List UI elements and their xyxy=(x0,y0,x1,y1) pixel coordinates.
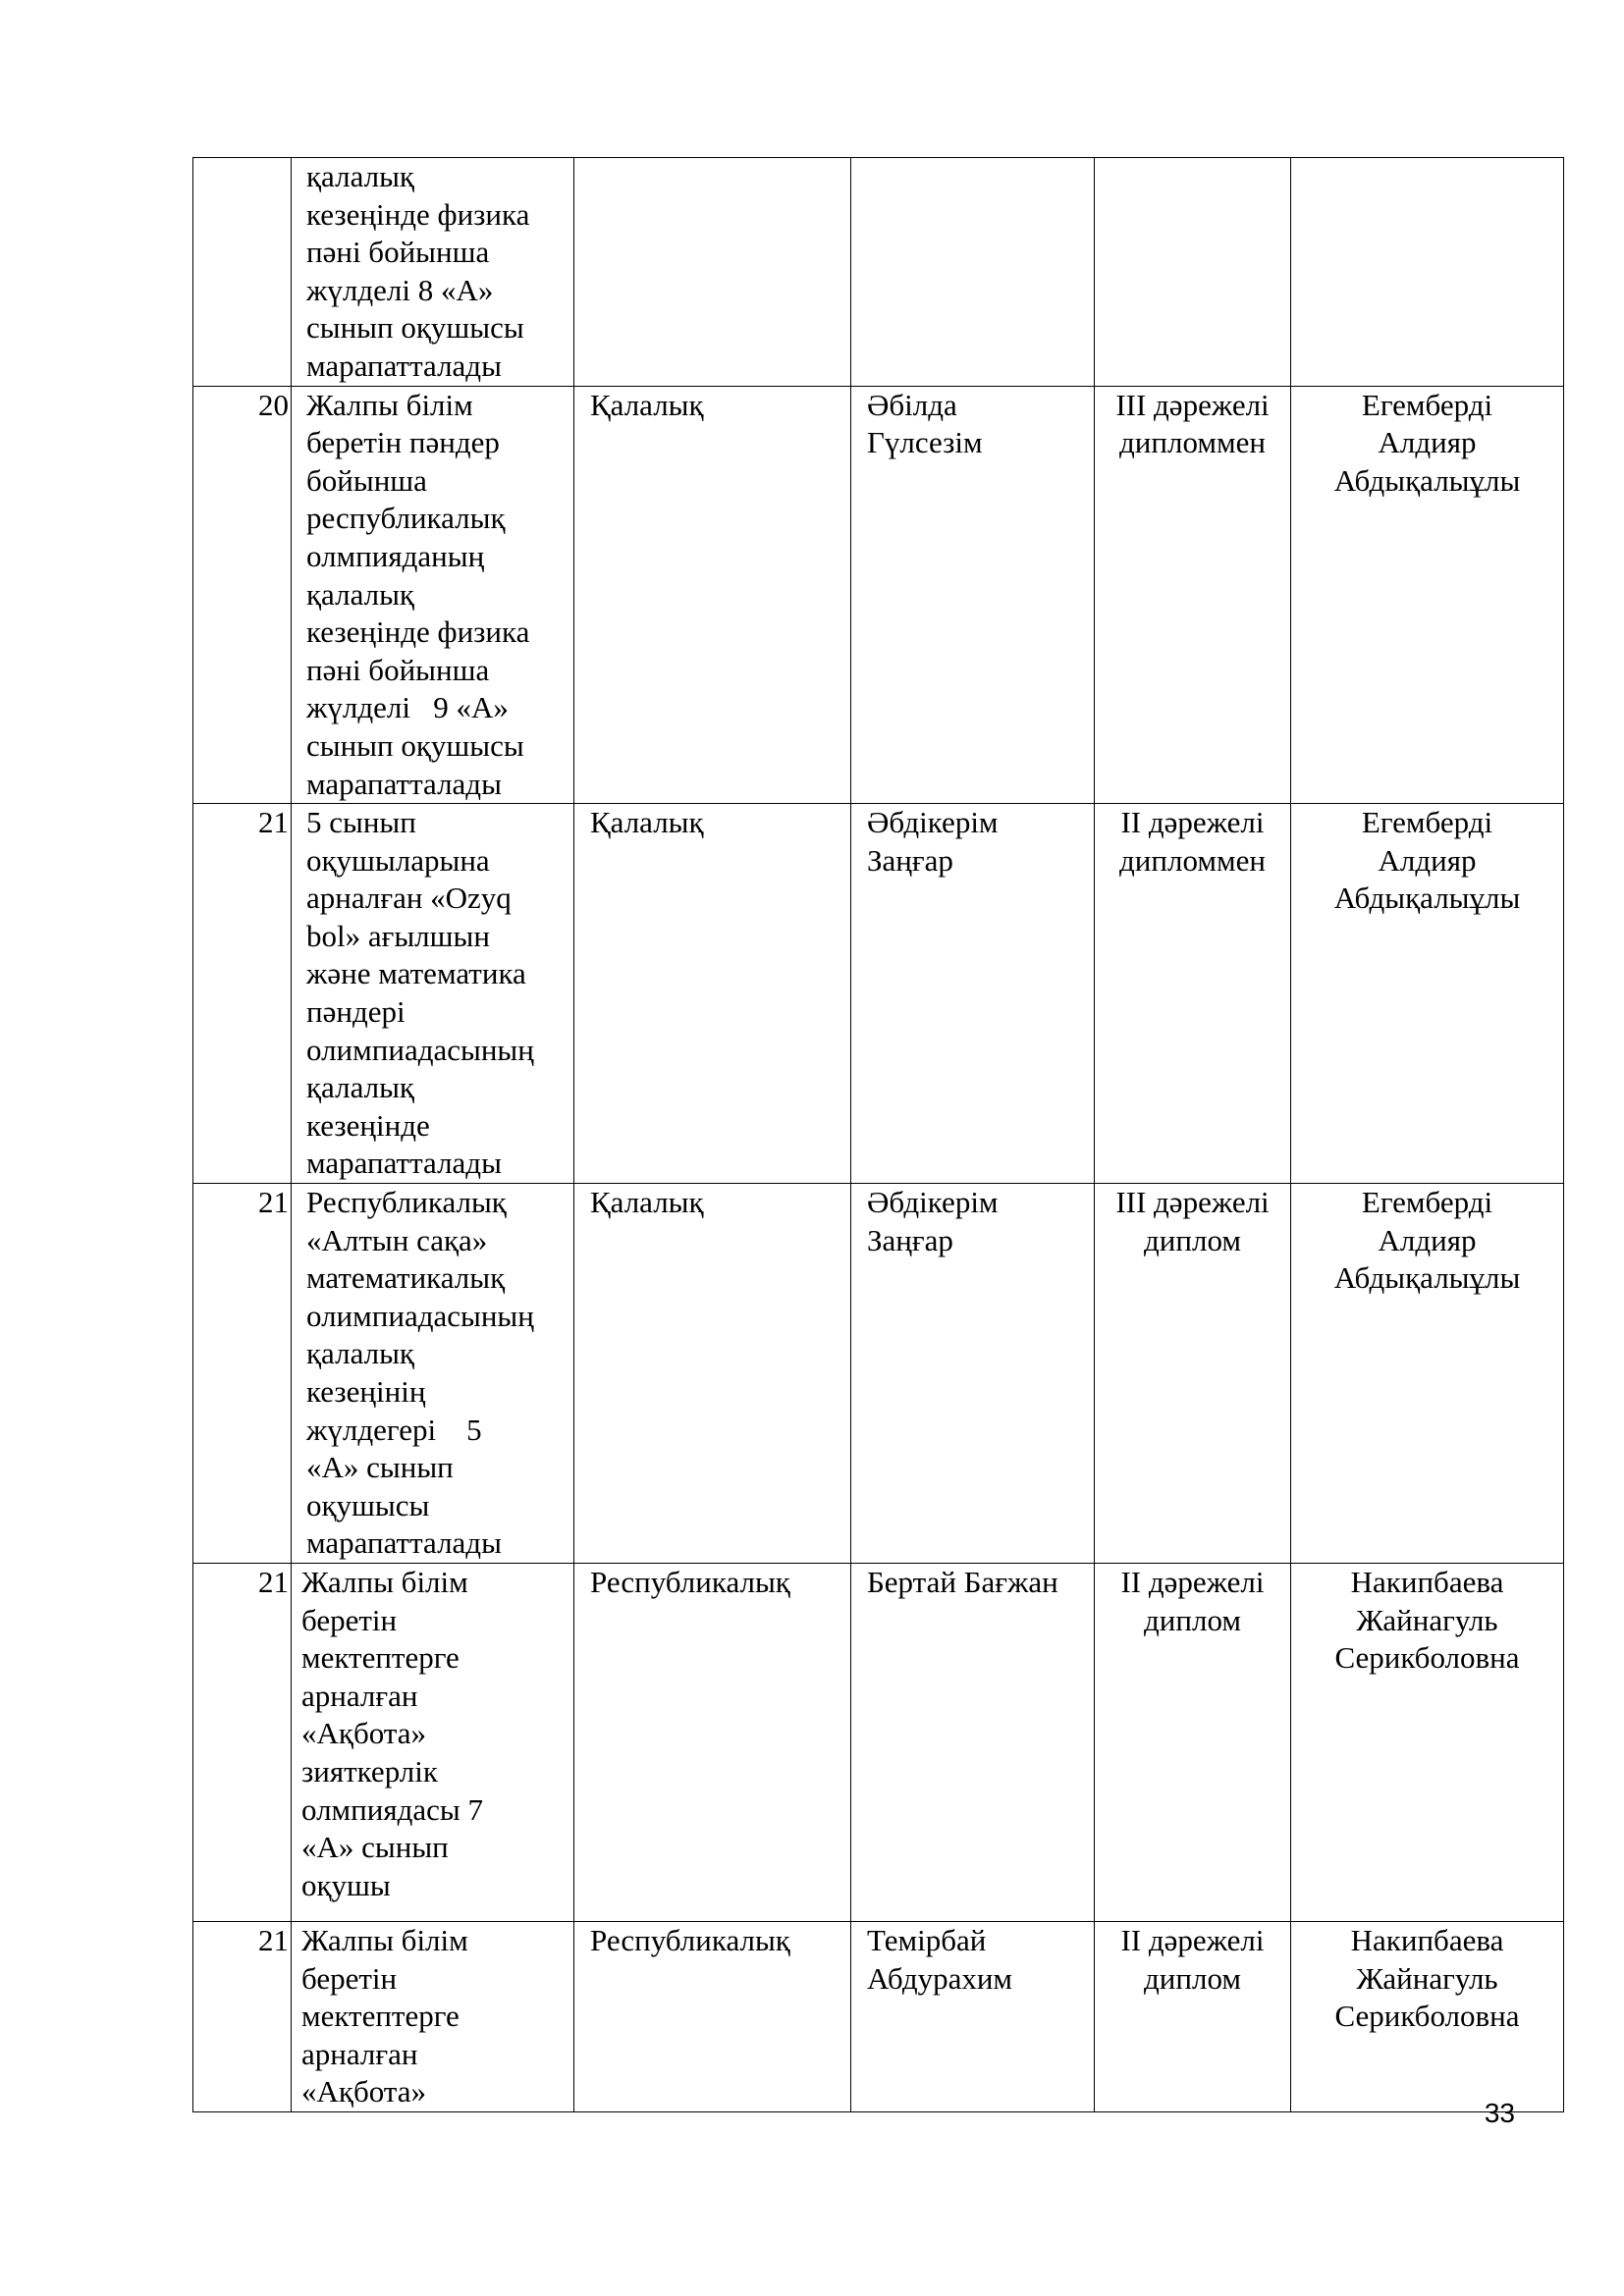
degree-line: диплом xyxy=(1144,1960,1241,1996)
teacher-name-line: Накипбаева xyxy=(1350,1922,1504,1957)
event-line: олмпияданың xyxy=(306,538,485,573)
degree-cell xyxy=(1095,386,1291,804)
row-number-cell xyxy=(193,158,292,387)
event-line: кезеңінде физика xyxy=(306,614,530,650)
event-line: олимпиадасының xyxy=(306,1032,534,1067)
row-number-cell xyxy=(193,1921,292,2111)
event-line: пәндері xyxy=(306,994,406,1030)
teacher-cell xyxy=(1291,804,1564,1184)
awards-table-body xyxy=(193,158,1564,2112)
teacher-name-line: Серикболовна xyxy=(1334,1640,1520,1676)
level-text: Қалалық xyxy=(590,805,704,840)
event-line: «Ақбота» xyxy=(301,2074,426,2109)
degree-cell xyxy=(1095,804,1291,1184)
event-line: пәні бойынша xyxy=(306,235,490,270)
event-line: оқушысы xyxy=(306,1487,430,1522)
event-line: «Алтын сақа» xyxy=(306,1222,488,1257)
event-line: марапатталады xyxy=(306,1525,502,1561)
event-line: пәні бойынша xyxy=(306,652,490,687)
level-cell xyxy=(574,1921,851,2111)
table-row xyxy=(193,804,1564,1184)
event-line: марапатталады xyxy=(306,1146,502,1181)
level-text: Қалалық xyxy=(590,1185,704,1220)
event-line: мектептерге xyxy=(301,1999,460,2034)
degree-cell xyxy=(1095,1921,1291,2111)
awards-table xyxy=(192,157,1564,2112)
event-line: олмпиядасы 7 xyxy=(301,1791,483,1827)
event-cell xyxy=(292,1184,574,1564)
level-text: Республикалық xyxy=(590,1564,790,1599)
event-line: арналған «Ozyq xyxy=(306,881,512,916)
event-line: кезеңінің xyxy=(306,1374,426,1409)
level-cell xyxy=(574,386,851,804)
event-line: оқушыларына xyxy=(306,842,490,878)
event-line: сынып оқушысы xyxy=(306,310,524,346)
teacher-name-line: Алдияр xyxy=(1378,842,1477,878)
degree-line: ІІ дәрежелі xyxy=(1120,1922,1265,1957)
event-line: және математика xyxy=(306,956,526,991)
student-cell xyxy=(851,1921,1095,2111)
event-cell xyxy=(292,1921,574,2111)
event-line: математикалық xyxy=(306,1260,506,1296)
level-cell xyxy=(574,158,851,387)
event-line: «Ақбота» xyxy=(301,1716,426,1751)
degree-line: дипломмен xyxy=(1119,842,1266,878)
table-row xyxy=(193,158,1564,387)
row-number: 21 xyxy=(258,805,289,840)
degree-line: ІІІ дәрежелі xyxy=(1115,1185,1270,1220)
row-number: 21 xyxy=(258,1185,289,1220)
student-name-line: Заңғар xyxy=(867,1222,953,1257)
degree-line: диплом xyxy=(1144,1602,1241,1637)
degree-line: дипломмен xyxy=(1119,425,1266,460)
row-number-cell xyxy=(193,1563,292,1921)
event-line: Жалпы білім xyxy=(306,387,473,422)
event-cell xyxy=(292,1563,574,1921)
event-line: бойынша xyxy=(306,462,427,498)
degree-line: диплом xyxy=(1144,1222,1241,1257)
event-line: «А» сынып xyxy=(306,1450,454,1485)
event-line: Жалпы білім xyxy=(301,1564,468,1599)
student-cell xyxy=(851,1184,1095,1564)
student-cell xyxy=(851,804,1095,1184)
event-line: кезеңінде xyxy=(306,1107,430,1143)
degree-cell xyxy=(1095,158,1291,387)
row-number: 21 xyxy=(258,1922,289,1957)
degree-line: ІІІ дәрежелі xyxy=(1115,387,1270,422)
event-line: Жалпы білім xyxy=(301,1922,468,1957)
teacher-cell xyxy=(1291,1563,1564,1921)
event-line: Республикалық xyxy=(306,1185,507,1220)
table-row xyxy=(193,386,1564,804)
teacher-name-line: Жайнагуль xyxy=(1356,1602,1498,1637)
row-number-cell xyxy=(193,804,292,1184)
event-line: қалалық xyxy=(306,1070,414,1105)
event-line: жүлдегері 5 xyxy=(306,1412,482,1447)
event-line: оқушы xyxy=(301,1867,391,1902)
student-name-line: Бертай Бағжан xyxy=(867,1564,1058,1599)
row-number-cell xyxy=(193,1184,292,1564)
level-cell xyxy=(574,1563,851,1921)
event-line: жүлделі 9 «А» xyxy=(306,690,509,725)
event-cell xyxy=(292,804,574,1184)
teacher-cell xyxy=(1291,158,1564,387)
event-line: марапатталады xyxy=(306,347,502,383)
teacher-name-line: Егемберді xyxy=(1361,387,1493,422)
degree-line: ІІ дәрежелі xyxy=(1120,805,1265,840)
event-line: «А» сынып xyxy=(301,1830,449,1865)
event-line: арналған xyxy=(301,1678,418,1713)
event-line: мектептерге xyxy=(301,1640,460,1676)
teacher-name-line: Абдықалыұлы xyxy=(1333,462,1521,498)
degree-cell xyxy=(1095,1563,1291,1921)
student-name-line: Темірбай xyxy=(867,1922,987,1957)
teacher-name-line: Абдықалыұлы xyxy=(1333,1260,1521,1296)
event-line: арналған xyxy=(301,2036,418,2071)
table-row xyxy=(193,1184,1564,1564)
row-number: 21 xyxy=(258,1564,289,1599)
level-text: Қалалық xyxy=(590,387,704,422)
event-line: 5 сынып xyxy=(306,805,416,840)
teacher-name-line: Серикболовна xyxy=(1334,1999,1520,2034)
table-row xyxy=(193,1921,1564,2111)
event-line: қалалық xyxy=(306,159,414,193)
event-line: зияткерлік xyxy=(301,1753,438,1789)
event-line: марапатталады xyxy=(306,766,502,801)
student-name-line: Гүлсезім xyxy=(867,425,983,460)
teacher-cell xyxy=(1291,386,1564,804)
teacher-name-line: Накипбаева xyxy=(1350,1564,1504,1599)
level-cell xyxy=(574,1184,851,1564)
event-line: қалалық xyxy=(306,576,414,612)
student-name-line: Әбдікерім xyxy=(867,805,999,840)
page-number: 33 xyxy=(1484,2098,1515,2128)
student-cell xyxy=(851,158,1095,387)
level-text: Республикалық xyxy=(590,1922,790,1957)
event-line: беретін пәндер xyxy=(306,425,500,460)
teacher-name-line: Абдықалыұлы xyxy=(1333,881,1521,916)
teacher-cell xyxy=(1291,1184,1564,1564)
event-line: bol» ағылшын xyxy=(306,918,490,953)
event-line: республикалық xyxy=(306,501,506,536)
table-row xyxy=(193,1563,1564,1921)
student-name-line: Әбілда xyxy=(867,387,957,422)
teacher-name-line: Алдияр xyxy=(1378,425,1477,460)
row-number-cell xyxy=(193,386,292,804)
row-number: 20 xyxy=(258,387,289,422)
event-line: кезеңінде физика xyxy=(306,196,530,232)
degree-line: ІІ дәрежелі xyxy=(1120,1564,1265,1599)
event-cell xyxy=(292,386,574,804)
event-line: жүлделі 8 «А» xyxy=(306,272,494,307)
teacher-name-line: Егемберді xyxy=(1361,1185,1493,1220)
student-cell xyxy=(851,1563,1095,1921)
student-name-line: Заңғар xyxy=(867,842,953,878)
event-line: олимпиадасының xyxy=(306,1298,534,1333)
event-cell xyxy=(292,158,574,387)
degree-cell xyxy=(1095,1184,1291,1564)
event-line: беретін xyxy=(301,1602,398,1637)
student-name-line: Абдурахим xyxy=(867,1960,1013,1996)
event-line: қалалық xyxy=(306,1336,414,1371)
level-cell xyxy=(574,804,851,1184)
teacher-cell xyxy=(1291,1921,1564,2111)
student-cell xyxy=(851,386,1095,804)
event-line: беретін xyxy=(301,1960,398,1996)
teacher-name-line: Егемберді xyxy=(1361,805,1493,840)
teacher-name-line: Жайнагуль xyxy=(1356,1960,1498,1996)
student-name-line: Әбдікерім xyxy=(867,1185,999,1220)
event-line: сынып оқушысы xyxy=(306,727,524,763)
teacher-name-line: Алдияр xyxy=(1378,1222,1477,1257)
